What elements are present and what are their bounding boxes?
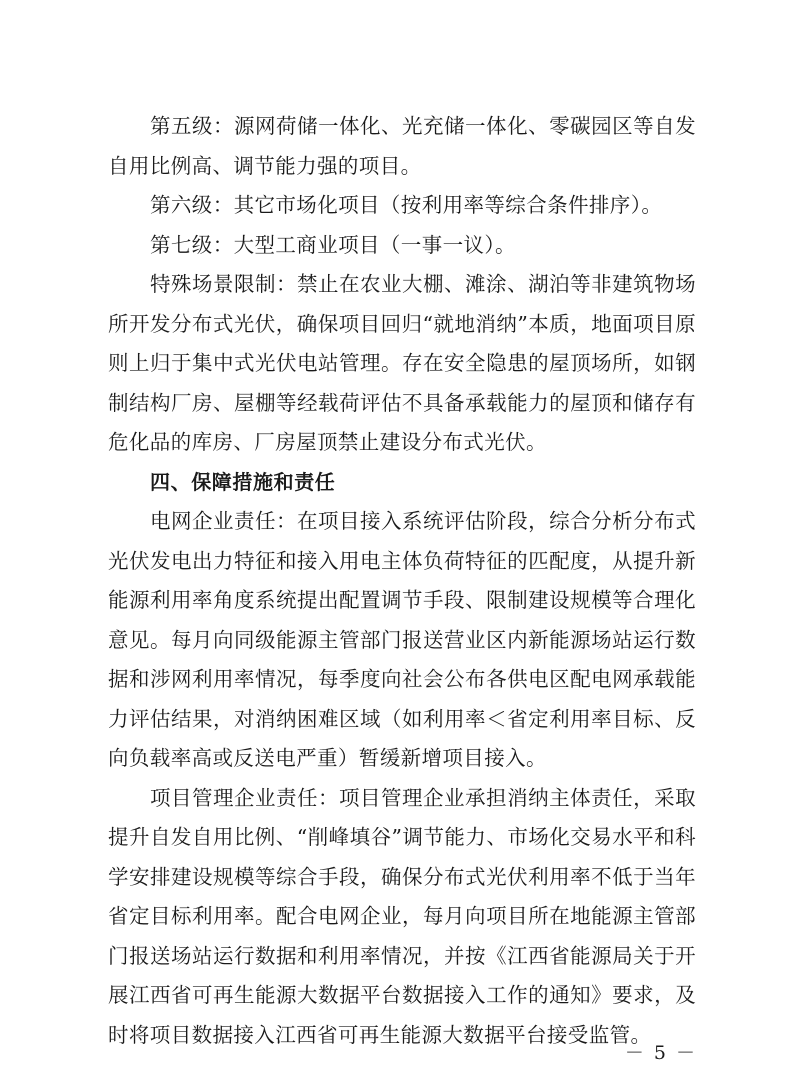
paragraph-grid-enterprise: 电网企业责任：在项目接入系统评估阶段，综合分析分布式光伏发电出力特征和接入用电主体负荷特征的匹配度，从提升新能源利用率角度系统提出配置调节手段、限制建设规模等合理化意见。每月向同级能源主管部门报送营业区内新能源场站运行数据和涉网利用率情况，每季度向社会公布各供电区配电网承载能力评估结果，对消纳困难区域（如利用率＜省定利用率目标、反向负载率高或反送电严重）暂缓新增项目接入。 (108, 509, 696, 770)
paragraph-level-five: 第五级：源网荷储一体化、光充储一体化、零碳园区等自发自用比例高、调节能力强的项目。 (108, 114, 696, 178)
paragraph-level-six: 第六级：其它市场化项目（按利用率等综合条件排序）。 (150, 193, 663, 217)
page-number: － 5 － (624, 1042, 697, 1064)
paragraph-special-scenario: 特殊场景限制：禁止在农业大棚、滩涂、湖泊等非建筑物场所开发分布式光伏，确保项目回归“就地消纳”本质，地面项目原则上归于集中式光伏电站管理。存在安全隐患的屋顶场所，如钢制结构厂房、屋棚等经载荷评估不具备承载能力的屋顶和储存有危化品的库房、厂房屋顶禁止建设分布式光伏。 (108, 272, 696, 454)
document-body (108, 107, 696, 1055)
paragraph-project-enterprise: 项目管理企业责任：项目管理企业承担消纳主体责任，采取提升自发自用比例、“削峰填谷”调节能力、市场化交易水平和科学安排建设规模等综合手段，确保分布式光伏利用率不低于当年省定目标利用率。配合电网企业，每月向项目所在地能源主管部门报送场站运行数据和利用率情况，并按《江西省能源局关于开展江西省可再生能源大数据平台数据接入工作的通知》要求，及时将项目数据接入江西省可再生能源大数据平台接受监管。 (108, 785, 696, 1047)
section-heading-safeguards: 四、保障措施和责任 (150, 469, 336, 494)
paragraph-level-seven: 第七级：大型工商业项目（一事一议）。 (150, 232, 516, 257)
